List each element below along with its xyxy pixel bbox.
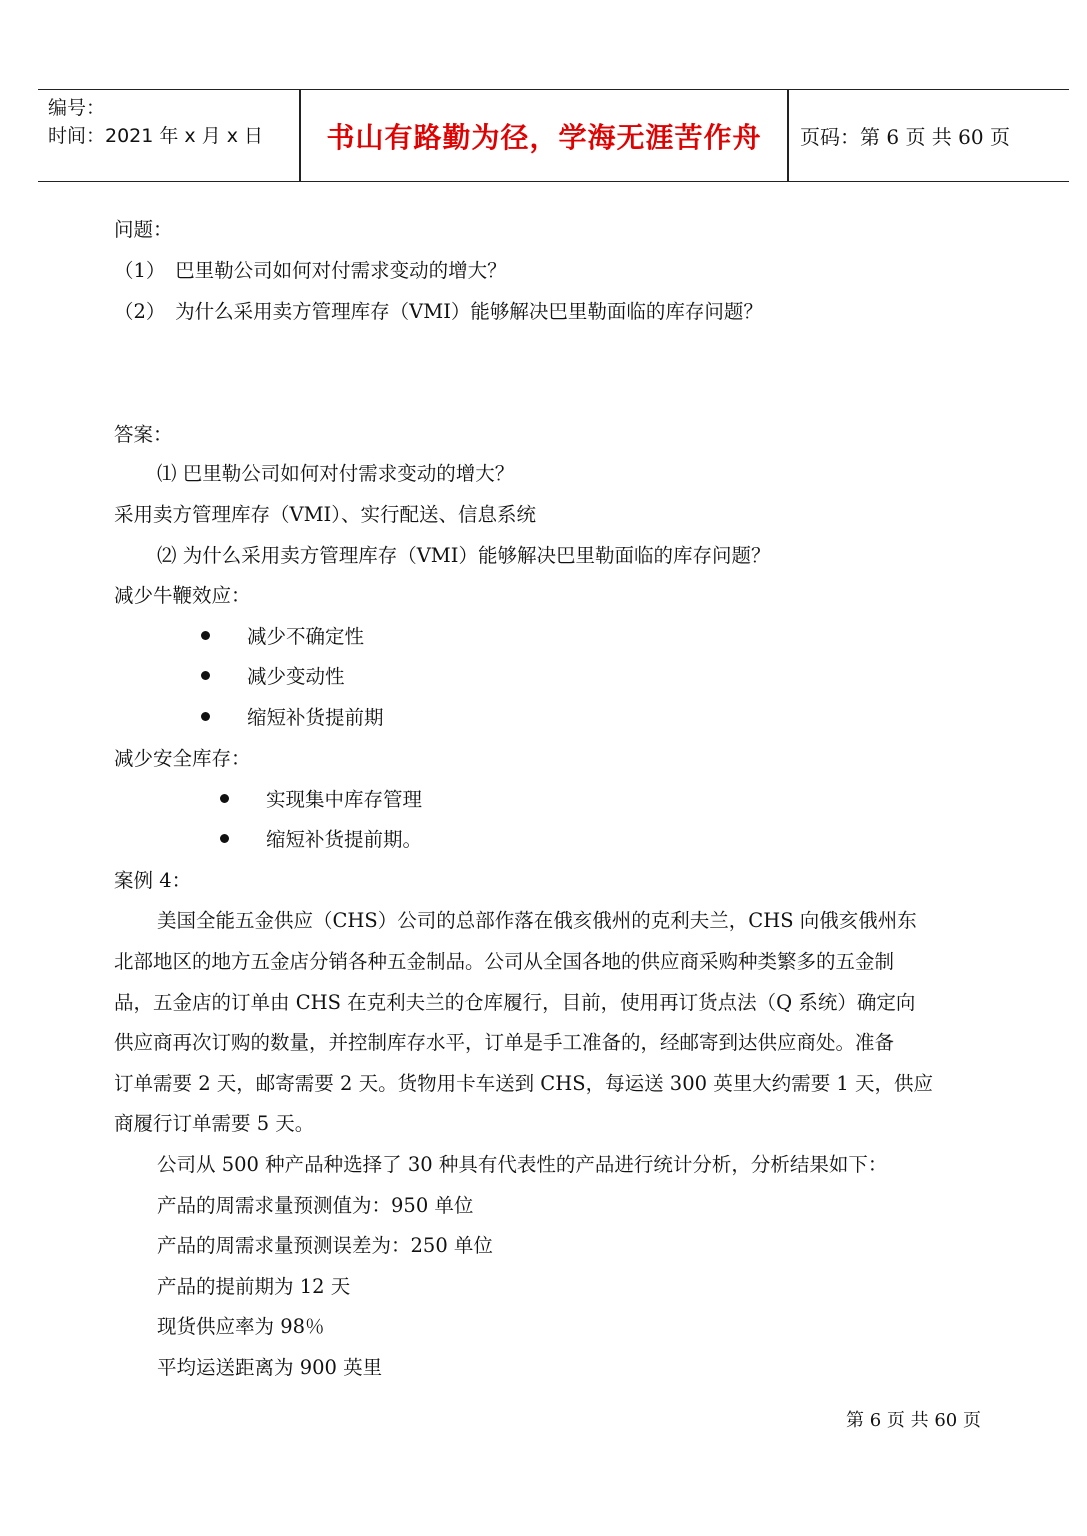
- case-stat-line: 现货供应率为 98％: [157, 1315, 325, 1338]
- header-motto: 书山有路勤为径，学海无涯苦作舟: [326, 120, 762, 154]
- case-stat-line: 产品的周需求量预测值为：950 单位: [157, 1194, 474, 1217]
- list-item-text: 减少不确定性: [247, 625, 365, 648]
- answer-1-question: ⑴ 巴里勒公司如何对付需求变动的增大？: [157, 462, 515, 485]
- header-page-info: 页码：第 6 页 共 60 页: [800, 125, 1010, 149]
- document-date-label: 时间：2021 年 x 月 x 日: [48, 125, 264, 147]
- answer-2-question: ⑵ 为什么采用卖方管理库存（VMI）能够解决巴里勒面临的库存问题？: [157, 544, 771, 567]
- questions-heading: 问题：: [114, 218, 173, 241]
- header-divider: [787, 90, 789, 181]
- answer-1-text: 采用卖方管理库存（VMI）、实行配送、信息系统: [114, 503, 537, 526]
- bullwhip-heading: 减少牛鞭效应：: [114, 584, 251, 607]
- bullet-icon: [220, 834, 229, 843]
- case-paragraph-line: 北部地区的地方五金店分销各种五金制品。公司从全国各地的供应商采购种类繁多的五金制: [114, 950, 895, 973]
- list-item: [220, 786, 422, 814]
- list-item: [201, 663, 345, 691]
- list-item-text: 减少变动性: [247, 665, 345, 688]
- bullet-icon: [220, 794, 229, 803]
- list-item-text: 缩短补货提前期: [247, 706, 384, 729]
- list-item-text: 缩短补货提前期。: [266, 828, 423, 851]
- case-paragraph-line: 品，五金店的订单由 CHS 在克利夫兰的仓库履行，目前，使用再订货点法（Q 系统）确定向: [114, 991, 916, 1014]
- bullet-icon: [201, 671, 210, 680]
- case-paragraph-line: 商履行订单需要 5 天。: [114, 1112, 315, 1135]
- list-item-text: 实现集中库存管理: [266, 788, 423, 811]
- bullet-icon: [201, 631, 210, 640]
- safety-stock-heading: 减少安全库存：: [114, 747, 251, 770]
- document-number-label: 编号：: [48, 97, 106, 119]
- question-2: （2） 为什么采用卖方管理库存（VMI）能够解决巴里勒面临的库存问题？: [114, 300, 763, 323]
- case-stat-line: 平均运送距离为 900 英里: [157, 1356, 383, 1379]
- header-meta: [48, 94, 300, 150]
- page-footer: 第 6 页 共 60 页: [846, 1410, 981, 1431]
- case-heading: 案例 4：: [114, 869, 192, 892]
- case-stat-line: 产品的提前期为 12 天: [157, 1275, 351, 1298]
- list-item: [201, 704, 384, 732]
- question-1: （1） 巴里勒公司如何对付需求变动的增大？: [114, 259, 507, 282]
- bullet-icon: [201, 712, 210, 721]
- page-header: [38, 89, 1069, 182]
- case-paragraph-line: 供应商再次订购的数量，并控制库存水平，订单是手工准备的，经邮寄到达供应商处。准备: [114, 1031, 895, 1054]
- list-item: [201, 623, 364, 651]
- case-stat-line: 产品的周需求量预测误差为：250 单位: [157, 1234, 493, 1257]
- case-paragraph-line: 订单需要 2 天，邮寄需要 2 天。货物用卡车送到 CHS，每运送 300 英里大约需要 1 天，供应: [114, 1072, 934, 1095]
- answers-heading: 答案：: [114, 423, 173, 446]
- case-stat-line: 公司从 500 种产品种选择了 30 种具有代表性的产品进行统计分析，分析结果如下：: [157, 1153, 888, 1176]
- case-paragraph-line: 美国全能五金供应（CHS）公司的总部作落在俄亥俄州的克利夫兰，CHS 向俄亥俄州东: [157, 909, 917, 932]
- list-item: [220, 826, 422, 854]
